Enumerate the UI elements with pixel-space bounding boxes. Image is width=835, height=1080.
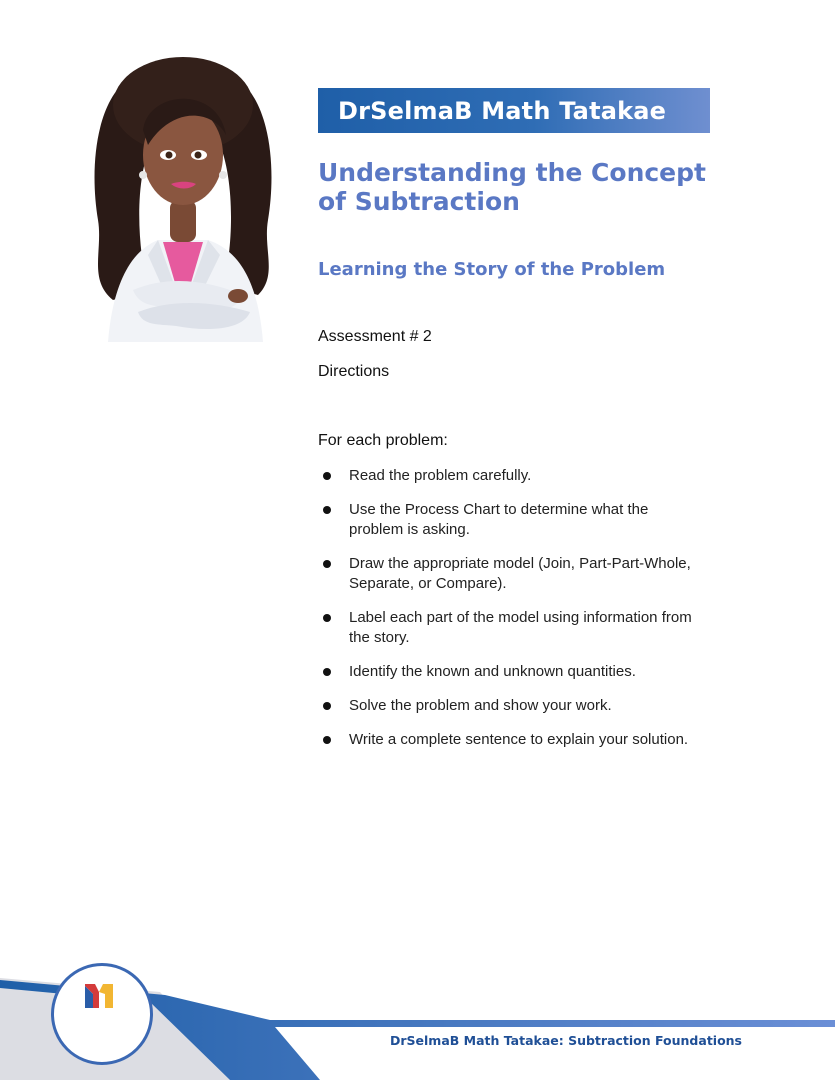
- list-item: [318, 466, 698, 486]
- list-item: [318, 696, 698, 716]
- page-title: Understanding the Concept of Subtraction: [318, 158, 706, 216]
- instruction-text: Identify the known and unknown quantities.: [349, 663, 636, 680]
- directions-label: Directions: [318, 363, 390, 380]
- list-item: [318, 500, 698, 540]
- instruction-text: Write a complete sentence to explain your solution.: [349, 731, 689, 748]
- instruction-text: Draw the appropriate model (Join, Part-Part-Whole, Separate, or Compare).: [349, 555, 691, 592]
- instruction-text: Use the Process Chart to determine what the problem is asking.: [349, 501, 649, 538]
- list-item: [318, 554, 698, 594]
- bullet-dot-icon: [323, 614, 331, 622]
- brand-title: DrSelmaB Math Tatakae: [338, 96, 667, 125]
- brand-banner: [318, 88, 710, 133]
- bullet-dot-icon: [323, 560, 331, 568]
- bullet-dot-icon: [323, 506, 331, 514]
- instruction-text: Read the problem carefully.: [349, 467, 532, 484]
- page-subtitle: Learning the Story of the Problem: [318, 259, 666, 280]
- bullet-dot-icon: [323, 472, 331, 480]
- bullet-dot-icon: [323, 736, 331, 744]
- teacher-avatar-illustration: [78, 50, 288, 342]
- instructions-list: [318, 466, 698, 764]
- for-each-label: For each problem:: [318, 432, 448, 449]
- instruction-text: Solve the problem and show your work.: [349, 697, 612, 714]
- instruction-text: Label each part of the model using information from the story.: [349, 609, 692, 646]
- list-item: [318, 662, 698, 682]
- brand-logo-icon: [83, 980, 115, 1010]
- assessment-label: Assessment # 2: [318, 328, 432, 345]
- logo-circle: [51, 963, 153, 1065]
- bullet-dot-icon: [323, 668, 331, 676]
- list-item: [318, 730, 698, 750]
- bullet-dot-icon: [323, 702, 331, 710]
- list-item: [318, 608, 698, 648]
- footer-text: DrSelmaB Math Tatakae: Subtraction Foundations: [390, 1033, 743, 1048]
